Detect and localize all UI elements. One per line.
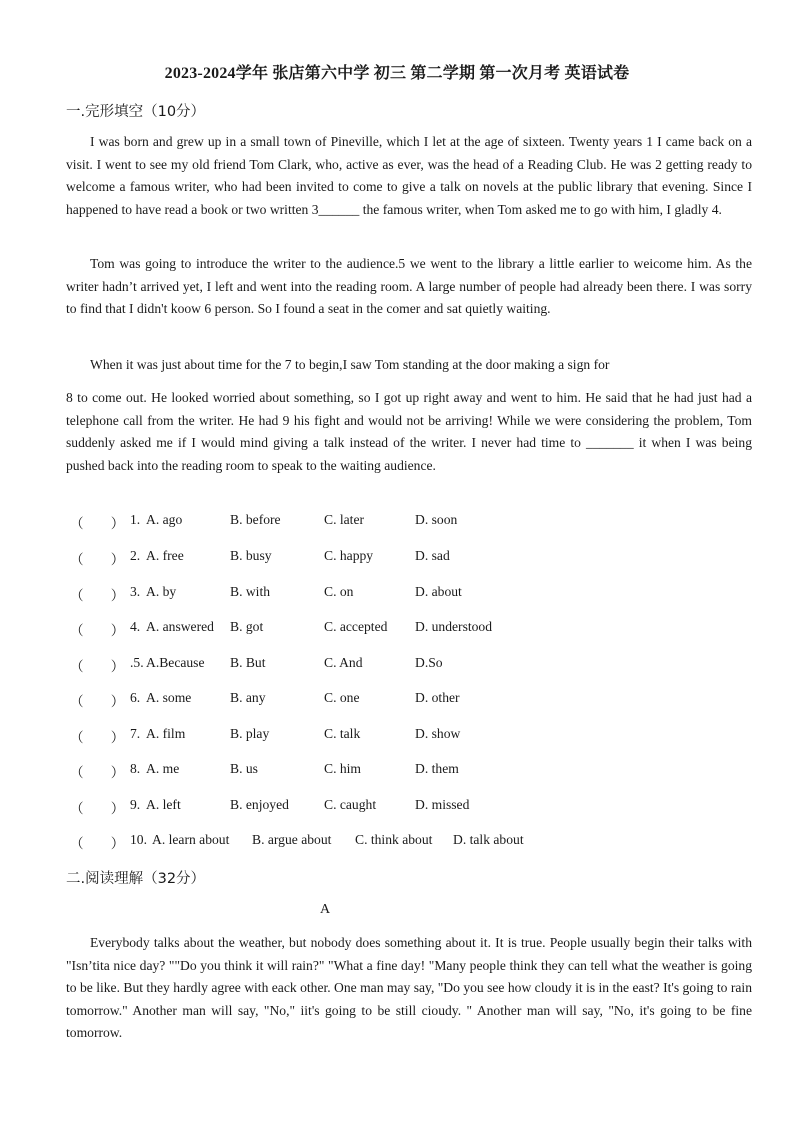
cloze-paragraph-4: 8 to come out. He looked worried about something, so I got up right away and went to him. He said that he had just had a telephone call from the writer. He had 9 his fight and would not be arriving! While we were considering the problem, Tom suddenly asked me if I would mind giving a talk instead of the writer. I never had time to _______ it when I was being pushed back into the reading room to speak to the waiting audience. <box>66 390 752 473</box>
answer-bracket[interactable]: （ ） <box>70 516 125 531</box>
option-c: C. happy <box>324 548 374 563</box>
option-a: A.Because <box>146 655 205 670</box>
option-b: B. busy <box>230 548 272 563</box>
option-a: A. learn about <box>152 832 230 847</box>
option-d: D. missed <box>415 797 470 812</box>
option-a: A. by <box>146 584 177 599</box>
answer-bracket[interactable]: （ ） <box>70 730 125 745</box>
section-reading-heading: 二.阅读理解（32分） <box>66 871 206 887</box>
answer-bracket[interactable]: （ ） <box>70 659 125 674</box>
option-d: D. them <box>415 761 459 776</box>
option-a: A. film <box>146 726 186 741</box>
question-number: 7. <box>130 726 141 741</box>
option-b: B. But <box>230 655 266 670</box>
option-d: D. other <box>415 690 460 705</box>
question-number: 4. <box>130 619 141 634</box>
option-a: A. left <box>146 797 181 812</box>
option-c: C. And <box>324 655 363 670</box>
option-b: B. before <box>230 512 281 527</box>
option-d: D.So <box>415 655 443 670</box>
question-number: .5. <box>130 655 144 670</box>
option-d: D. sad <box>415 548 450 563</box>
option-c: C. think about <box>355 832 433 847</box>
answer-bracket[interactable]: （ ） <box>70 588 125 603</box>
option-c: C. him <box>324 761 362 776</box>
question-number: 1. <box>130 512 141 527</box>
question-number: 6. <box>130 690 141 705</box>
section-cloze-heading: 一.完形填空（10分） <box>66 104 206 120</box>
option-d: D. show <box>415 726 461 741</box>
option-a: A. me <box>146 761 180 776</box>
cloze-paragraph-2: Tom was going to introduce the writer to the audience.5 we went to the library a little earlier to weicome him. As the writer hadn’t arrived yet, I left and went into the reading room. A large number of people had already been there. I was sorry to find that I didn't koow 6 person. So I found a seat in the comer and sat quietly waiting. <box>66 256 752 316</box>
option-d: D. talk about <box>453 832 524 847</box>
question-number: 2. <box>130 548 141 563</box>
option-b: B. got <box>230 619 264 634</box>
answer-bracket[interactable]: （ ） <box>70 836 125 851</box>
option-b: B. argue about <box>252 832 332 847</box>
option-b: B. with <box>230 584 271 599</box>
question-number: 10. <box>130 832 147 847</box>
question-number: 3. <box>130 584 141 599</box>
option-c: C. on <box>324 584 354 599</box>
answer-bracket[interactable]: （ ） <box>70 694 125 709</box>
option-c: C. one <box>324 690 360 705</box>
reading-paragraph-a: Everybody talks about the weather, but nobody does something about it. It is true. People usually begin their talks with "Isn’tita nice day? ""Do you think it will rain?" "What a fine day! "Many people think they can tell what the weather is going to be like. But they hardly agree with eack other. One man may say, "Do you see how cloudy it is in the east? It's going to rain tomorrow." Another man will say, "No," iit's going to be still cioudy. " Another man will say, "No, it's going to be fine tomorrow. <box>66 935 752 1040</box>
answer-bracket[interactable]: （ ） <box>70 801 125 816</box>
option-a: A. ago <box>146 512 183 527</box>
option-b: B. play <box>230 726 270 741</box>
option-d: D. understood <box>415 619 493 634</box>
option-a: A. free <box>146 548 184 563</box>
exam-title: 2023-2024学年 张店第六中学 初三 第二学期 第一次月考 英语试卷 <box>164 65 630 82</box>
option-a: A. some <box>146 690 192 705</box>
answer-bracket[interactable]: （ ） <box>70 623 125 638</box>
answer-bracket[interactable]: （ ） <box>70 765 125 780</box>
passage-label: A <box>319 902 331 917</box>
option-c: C. accepted <box>324 619 388 634</box>
option-c: C. caught <box>324 797 377 812</box>
cloze-paragraph-3: When it was just about time for the 7 to begin,I saw Tom standing at the door making a sign for <box>90 357 610 372</box>
answer-bracket[interactable]: （ ） <box>70 552 125 567</box>
question-number: 9. <box>130 797 141 812</box>
option-a: A. answered <box>146 619 214 634</box>
cloze-paragraph-1: I was born and grew up in a small town of Pineville, which I let at the age of sixteen. Twenty years 1 I came back on a visit. I went to see my old friend Tom Clark, who, active as ever, was the head of a Reading Club. He was 2 getting ready to welcome a famous writer, who had been invited to come to give a talk on novels at the public library that evening. Since I happened to have read a book or two written 3______ the famous writer, when Tom asked me to go with him, I gladly 4. <box>66 134 752 217</box>
option-c: C. later <box>324 512 365 527</box>
option-d: D. soon <box>415 512 458 527</box>
option-b: B. any <box>230 690 266 705</box>
option-c: C. talk <box>324 726 361 741</box>
option-b: B. us <box>230 761 258 776</box>
question-number: 8. <box>130 761 141 776</box>
option-d: D. about <box>415 584 462 599</box>
option-b: B. enjoyed <box>230 797 289 812</box>
